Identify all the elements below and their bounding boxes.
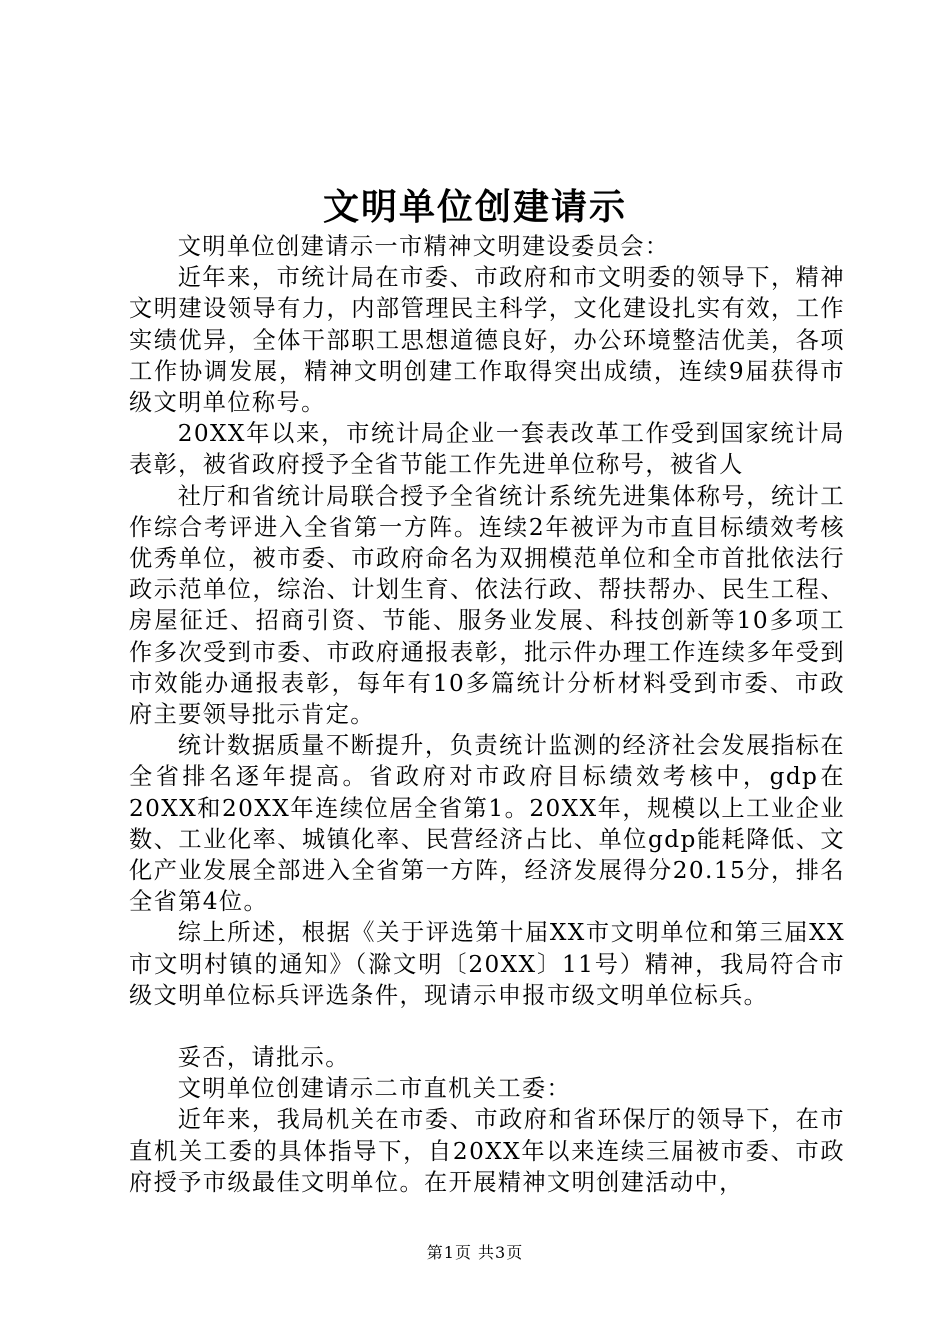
paragraph-salutation-2: 文明单位创建请示二市直机关工委： <box>177 1075 572 1103</box>
page-title: 文明单位创建请示 <box>322 186 627 228</box>
paragraph: 20XX年以来，市统计局企业一套表改革工作受到国家统计局表彰，被省政府授予全省节能工作先进单位称号，被省人 <box>129 420 845 479</box>
document-body <box>129 231 845 1198</box>
paragraph: 综上所述，根据《关于评选第十届XX市文明单位和第三届XX市文明村镇的通知》（滁文明〔20XX〕11号）精神，我局符合市级文明单位标兵评选条件，现请示申报市级文明单位标兵。 <box>129 919 845 1009</box>
page-number-footer: 第1页 共3页 <box>426 1243 524 1262</box>
paragraph-salutation-1: 文明单位创建请示一市精神文明建设委员会： <box>177 233 670 260</box>
paragraph: 近年来，我局机关在市委、市政府和省环保厅的领导下，在市直机关工委的具体指导下，自20XX年以来连续三届被市委、市政府授予市级最佳文明单位。在开展精神文明创建活动中， <box>129 1106 845 1196</box>
paragraph: 统计数据质量不断提升，负责统计监测的经济社会发展指标在全省排名逐年提高。省政府对市政府目标绩效考核中，gdp在20XX和20XX年连续位居全省第1。20XX年，规模以上工业企业数、工业化率、城镇化率、民营经济占比、单位gdp能耗降低、文化产业发展全部进入全省第一方阵，经济发展得分20.15分，排名全省第4位。 <box>129 732 845 916</box>
paragraph: 近年来，市统计局在市委、市政府和市文明委的领导下，精神文明建设领导有力，内部管理民主科学，文化建设扎实有效，工作实绩优异，全体干部职工思想道德良好，办公环境整洁优美，各项工作协调发展，精神文明创建工作取得突出成绩，连续9届获得市级文明单位称号。 <box>129 264 845 417</box>
paragraph-closing: 妥否，请批示。 <box>177 1044 350 1072</box>
paragraph: 社厅和省统计局联合授予全省统计系统先进集体称号，统计工作综合考评进入全省第一方阵。连续2年被评为市直目标绩效考核优秀单位，被市委、市政府命名为双拥模范单位和全市首批依法行政示范单位，综治、计划生育、依法行政、帮扶帮办、民生工程、房屋征迁、招商引资、节能、服务业发展、科技创新等10多项工作多次受到市委、市政府通报表彰，批示件办理工作连续多年受到市效能办通报表彰，每年有10多篇统计分析材料受到市委、市政府主要领导批示肯定。 <box>129 482 845 729</box>
